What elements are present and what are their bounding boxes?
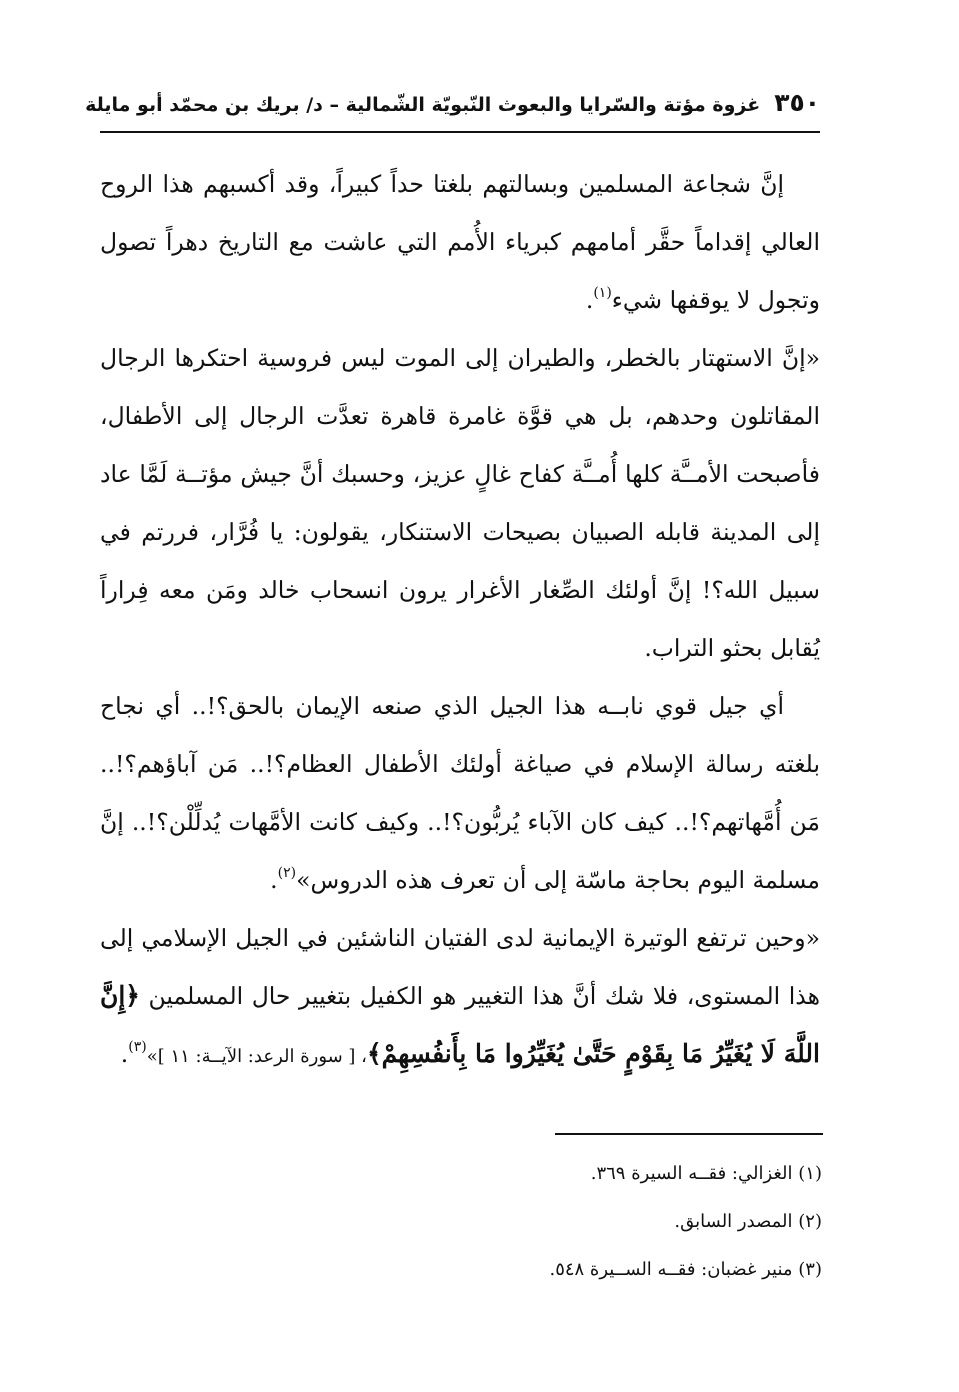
paragraph-3 [100, 677, 820, 909]
paragraph-4-text: «وحين ترتفع الوتيرة الإيمانية لدى الفتيان الناشئين في الجيل الإسلامي إلى هذا المستوى، فلا شك أنَّ هذا التغيير هو الكفيل بتغيير حال المسلمين [100, 924, 820, 1010]
footnote-1: (١) الغزالي: فقــه السيرة ٣٦٩. [590, 1163, 822, 1184]
paragraph-1 [100, 155, 820, 329]
header-rule [100, 131, 820, 133]
footnote-3: (٣) منير غضبان: فقــه الســيرة ٥٤٨. [549, 1259, 822, 1280]
footnote-ref-3: (٣) [128, 1039, 147, 1056]
page-number: ٣٥٠ [774, 88, 820, 117]
footnote-ref-2: (٢) [277, 865, 297, 882]
body-text [100, 155, 820, 1086]
paragraph-1-text: إنَّ شجاعة المسلمين وبسالتهم بلغتا حداً كبيراً، وقد أكسبهم هذا الروح العالي إقداماً حقَّر أمامهم كبرياء الأُمم التي عاشت مع التاريخ دهراً تصول وتجول لا يوقفها شيء [100, 170, 820, 314]
footnote-rule [555, 1133, 823, 1135]
paragraph-3-end: . [270, 866, 278, 894]
footnote-2: (٢) المصدر السابق. [674, 1211, 822, 1232]
surah-reference: ، [ سورة الرعد: الآيــة: ١١ ]» [146, 1046, 367, 1067]
footnote-ref-1: (١) [593, 285, 612, 302]
paragraph-4 [100, 909, 820, 1086]
paragraph-2-text: «إنَّ الاستهتار بالخطر، والطيران إلى الموت ليس فروسية احتكرها الرجال المقاتلون وحدهم، بل هي قوَّة غامرة قاهرة تعدَّت الرجال إلى الأطفال، فأصبحت الأمــَّة كلها أُمــَّة كفاح غالٍ عزيز، وحسبك أنَّ جيش مؤتــة لَمَّا عاد إلى المدينة قابله الصبيان بصيحات الاستنكار، يقولون: يا فُرَّار، فررتم في سبيل الله؟! إنَّ أولئك الصِّغار الأغرار يرون انسحاب خالد ومَن معه فِراراً يُقابل بحثو التراب. [100, 344, 820, 662]
running-header [85, 88, 820, 117]
paragraph-2 [100, 329, 820, 677]
quran-verse: ﴿إِنَّ اللَّهَ لَا يُغَيِّرُ مَا بِقَوْمٍ حَتَّىٰ يُغَيِّرُوا مَا بِأَنفُسِهِمْ﴾ [100, 981, 820, 1068]
paragraph-3-text: أي جيل قوي نابــه هذا الجيل الذي صنعه الإيمان بالحق؟!.. أي نجاح بلغته رسالة الإسلام في صياغة أولئك الأطفال العظام؟!.. مَن آباؤهم؟!.. مَن أُمَّهاتهم؟!.. كيف كان الآباء يُربُّون؟!.. وكيف كانت الأمَّهات يُدلِّلْن؟!.. إنَّ مسلمة اليوم بحاجة ماسّة إلى أن تعرف هذه الدروس» [100, 692, 820, 894]
running-title: غزوة مؤتة والسّرايا والبعوث النّبويّة الشّمالية – د/ بريك بن محمّد أبو مايلة [85, 94, 761, 116]
paragraph-4-end: . [120, 1040, 129, 1068]
paragraph-1-end: . [585, 286, 594, 314]
footnotes [100, 1150, 822, 1294]
